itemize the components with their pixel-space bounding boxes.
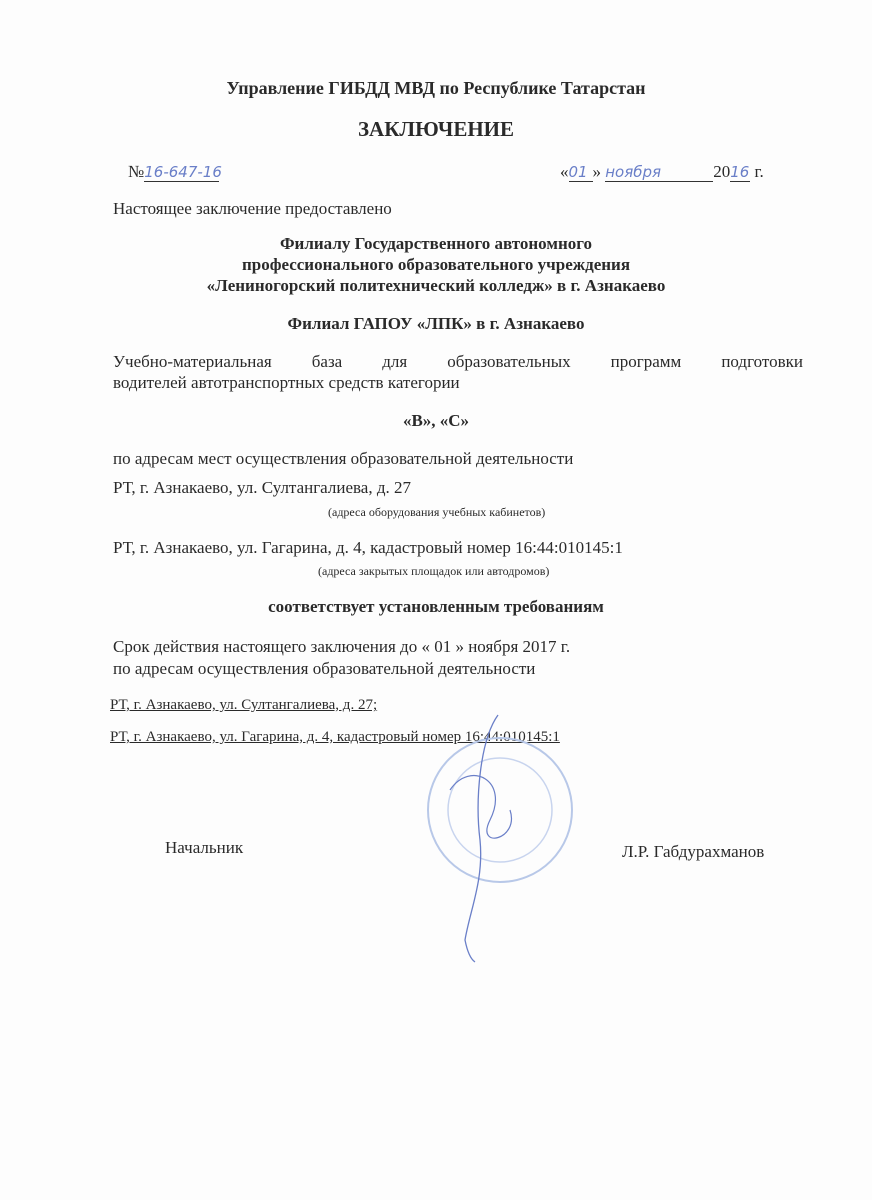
address-classrooms: РТ, г. Азнакаево, ул. Султангалиева, д. 27 bbox=[113, 478, 411, 497]
date-open: « bbox=[560, 162, 569, 181]
number-value: 16-647-16 bbox=[144, 163, 222, 181]
document-date bbox=[560, 162, 764, 182]
org-line3: «Лениногорский политехнический колледж» в г. Азнакаево bbox=[206, 276, 666, 295]
official-stamp bbox=[380, 700, 640, 970]
stamp-outer-ring bbox=[428, 738, 572, 882]
valid-address-2: РТ, г. Азнакаево, ул. Гагарина, д. 4, кадастровый номер 16:44:010145:1 bbox=[110, 729, 560, 745]
categories: «В», «С» bbox=[402, 411, 470, 430]
validity-line2: по адресам осуществления образовательной деятельности bbox=[113, 659, 536, 678]
valid-address-1: РТ, г. Азнакаево, ул. Султангалиева, д. 27; bbox=[110, 697, 378, 713]
date-month: ноября bbox=[605, 163, 713, 182]
document-title: ЗАКЛЮЧЕНИЕ bbox=[357, 117, 515, 141]
verdict: соответствует установленным требованиям bbox=[268, 597, 604, 616]
address-autodrome-note: (адреса закрытых площадок или автодромов) bbox=[318, 564, 550, 578]
base-line1: Учебно-материальная база для образовательных программ подготовки bbox=[113, 352, 803, 371]
stamp-inner-ring bbox=[448, 758, 552, 862]
signature-loop bbox=[450, 776, 511, 839]
date-year-prefix: 20 bbox=[713, 162, 731, 181]
org-line1: Филиалу Государственного автономного bbox=[279, 234, 593, 253]
number-prefix: № bbox=[128, 162, 145, 181]
signatory-name: Л.Р. Габдурахманов bbox=[622, 842, 765, 861]
org-line2: профессионального образовательного учреждения bbox=[241, 255, 631, 274]
date-close: » bbox=[592, 162, 601, 181]
org-short: Филиал ГАПОУ «ЛПК» в г. Азнакаево bbox=[287, 314, 585, 333]
validity-line1: Срок действия настоящего заключения до « 01 » ноября 2017 г. bbox=[113, 637, 571, 656]
address-autodrome: РТ, г. Азнакаево, ул. Гагарина, д. 4, кадастровый номер 16:44:010145:1 bbox=[113, 538, 623, 557]
date-year-suffix: 16 bbox=[730, 163, 750, 181]
address-classrooms-note: (адреса оборудования учебных кабинетов) bbox=[328, 505, 546, 519]
date-suffix: г. bbox=[754, 162, 764, 181]
base-line2: водителей автотранспортных средств категории bbox=[113, 373, 460, 392]
signatory-position: Начальник bbox=[165, 838, 244, 857]
agency-header: Управление ГИБДД МВД по Республике Татарстан bbox=[226, 78, 646, 98]
date-day: 01 bbox=[569, 163, 593, 182]
intro-text: Настоящее заключение предоставлено bbox=[113, 199, 392, 218]
document-number bbox=[128, 162, 222, 182]
addresses-intro: по адресам мест осуществления образовательной деятельности bbox=[113, 449, 574, 468]
